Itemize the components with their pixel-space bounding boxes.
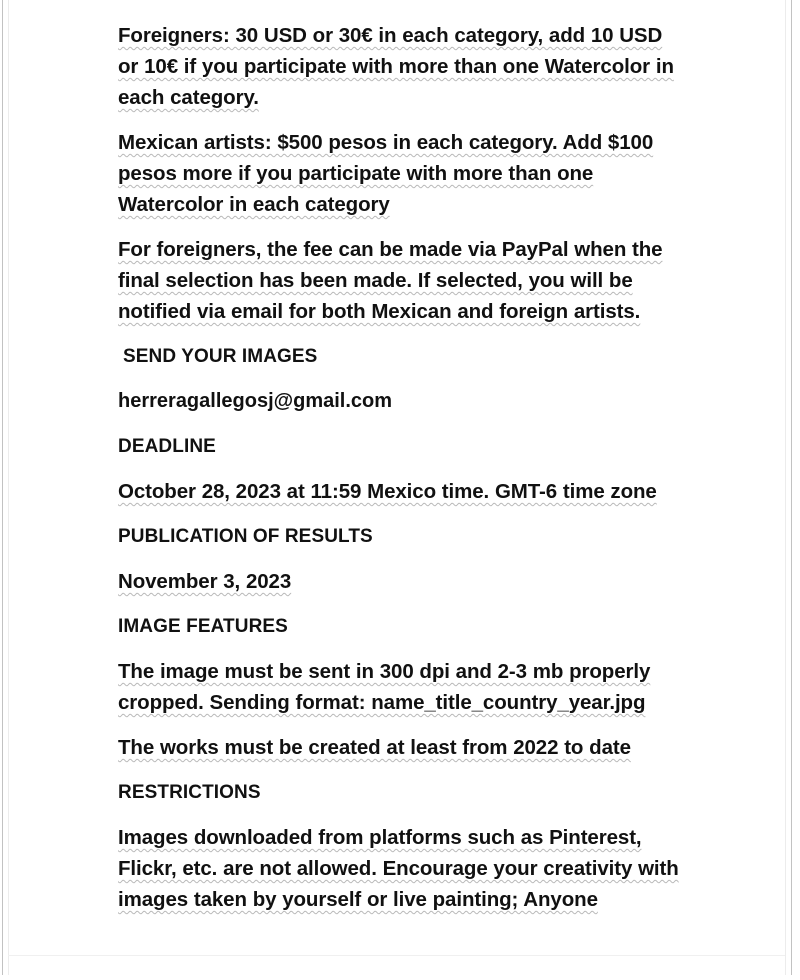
heading-publication-of-results: PUBLICATION OF RESULTS: [118, 526, 373, 547]
page-right-edge-rule: [791, 0, 792, 975]
heading-restrictions: RESTRICTIONS: [118, 782, 261, 803]
heading-deadline: DEADLINE: [118, 436, 216, 457]
page-right-inner-rule: [785, 0, 786, 975]
document-text-column: [118, 20, 684, 929]
paragraph-payment-method: For foreigners, the fee can be made via PayPal when the final selection has been made. If selected, you will be notified via email for both Mexican and foreign artists.: [118, 238, 663, 323]
paragraph-restrictions-body: Images downloaded from platforms such as Pinterest, Flickr, etc. are not allowed. Encourage your creativity with images taken by yourself or live painting; Anyone: [118, 826, 679, 911]
paragraph-image-specifications: The image must be sent in 300 dpi and 2-3 mb properly cropped. Sending format: name_title_country_year.jpg: [118, 660, 651, 714]
submission-email-address: herreragallegosj@gmail.com: [118, 390, 393, 412]
page-left-edge-rule: [2, 0, 3, 975]
heading-send-your-images: SEND YOUR IMAGES: [123, 346, 318, 367]
paragraph-fees-mexican-artists: Mexican artists: $500 pesos in each category. Add $100 pesos more if you participate with more than one Watercolor in each category: [118, 131, 654, 216]
deadline-value: October 28, 2023 at 11:59 Mexico time. GMT-6 time zone: [118, 480, 657, 503]
page-left-inner-rule: [8, 0, 9, 975]
page-bottom-rule: [8, 955, 785, 956]
paragraph-fees-foreigners: Foreigners: 30 USD or 30€ in each category, add 10 USD or 10€ if you participate with more than one Watercolor in each category.: [118, 24, 674, 109]
heading-image-features: IMAGE FEATURES: [118, 616, 288, 637]
publication-date-value: November 3, 2023: [118, 570, 292, 593]
paragraph-artwork-age-rule: The works must be created at least from 2022 to date: [118, 736, 631, 759]
